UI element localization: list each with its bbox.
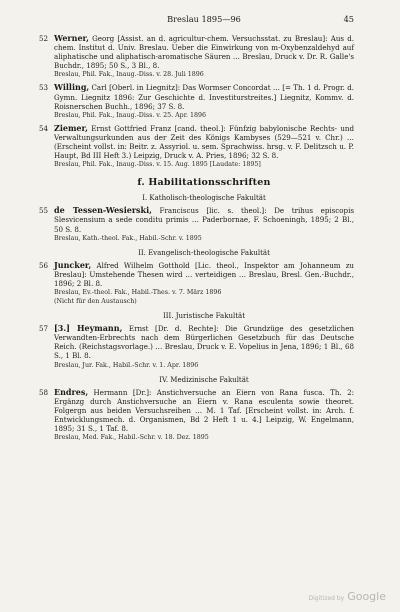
entry-text — [54, 261, 354, 288]
digitization-watermark — [309, 585, 387, 604]
bibliography-entry — [38, 386, 354, 443]
faculty-heading: III. Juristische Fakultät — [162, 312, 246, 321]
bibliography-entry — [38, 205, 354, 242]
entry-source: Breslau, Kath.-theol. Fak., Habil.-Schr. v. 1895 — [54, 234, 202, 242]
entry-author: Ziemer, — [54, 122, 88, 133]
google-logo: Google — [347, 590, 386, 603]
entry-text — [54, 324, 354, 360]
entry-text — [54, 124, 354, 160]
faculty-heading: IV. Medizinische Fakultät — [159, 375, 249, 384]
faculty-heading: I. Katholisch-theologische Fakultät — [142, 194, 266, 203]
bibliography-entry — [38, 259, 354, 306]
entry-source: Breslau, Med. Fak., Habil.-Schr. v. 18. Dez. 1895 — [54, 434, 209, 442]
entry-body: Franciscus [lic. s. theol.]: De trihus episcopis Slesvicensium a sede conditu primis … Paderbornae, F. Schoeningh, 1895; 2 Bl., 50 S. 8. — [54, 206, 354, 234]
entry-number: 57 — [38, 324, 48, 334]
bibliography-entry — [38, 323, 354, 369]
entry-author: Willing, — [54, 82, 90, 93]
entry-source: Breslau, Phil. Fak., Inaug.-Diss. v. 28. Juli 1896 — [54, 71, 204, 79]
entry-body: Carl [Oberl. in Liegnitz]: Das Wormser Concordat … [= Th. 1 d. Progr. d. Gymn. Liegnitz 1896: Zur Geschichte d. Investiturstreites.] Liegnitz, Kommv. d. Roisnerschen Buchh., 1896; 37 S. 8. — [54, 83, 354, 111]
bibliography-entry — [38, 122, 354, 169]
entry-source: Breslau, Jur. Fak., Habil.-Schr. v. 1. Apr. 1896 — [54, 361, 199, 369]
entry-body: Ernst [Dr. d. Rechte]: Die Grundzüge des gesetzlichen Verwandten-Erbrechts nach dem Bürgerlichen Gesetzbuch für das Deutsche Reich. (Reichstagsvorlage.) … Breslau, Druck v. E. Vopelius in Jena, 1896; 1 Bl., 68 S., 1 Bl. 8. — [54, 324, 354, 361]
running-title: Breslau 1895—96 — [167, 14, 241, 24]
entry-body: Alfred Wilhelm Gotthold [Lic. theol., Inspektor am Johanneum zu Breslau]: Umstehende Thesen wird … verteidigen … Breslau, Bresl. Gen.-Buchdr., 1896; 2 Bl. 8. — [54, 260, 354, 288]
entry-source: Breslau, Phil. Fak., Inaug.-Diss. v. 25. Apr. 1896 — [54, 111, 207, 119]
section-heading: f. Habilitationsschriften — [137, 177, 271, 189]
entry-note: (Nicht für den Austausch) — [54, 298, 137, 306]
entry-number: 55 — [38, 206, 48, 216]
entry-number: 53 — [38, 83, 48, 93]
page-content — [38, 33, 354, 446]
entry-body: Georg [Assist. an d. agricultur-chem. Versuchsstat. zu Breslau]: Aus d. chem. Institut d. Univ. Breslau. Ueber die Einwirkung von m-Oxybenzaldehyd auf aliphatische und aliphatisch-aromatische Säuren … Breslau, Druck v. Dr. R. Galle's Buchdr., 1895; 50 S., 3 Bl., 8. — [54, 34, 354, 71]
entry-number: 52 — [38, 34, 48, 43]
page-number: 45 — [343, 14, 354, 24]
watermark-caption: Digitized by — [308, 595, 345, 602]
entry-number: 56 — [38, 260, 48, 270]
entry-author: de Tessen-Wesierski, — [54, 205, 152, 216]
entry-text — [54, 388, 354, 433]
entry-body: Ernst Gottfried Franz [cand. theol.]: Fünfzig babylonische Rechts- und Verwaltungsurkunden aus der Zeit des Königs Kambyses (529—521 v. Chr.) … (Erscheint vollst. in: Beitr. z. Assyriol. u. sem. Sprachwiss. hrsg. v. F. Delitzsch u. P. Haupt, Bd III Heft 3.) Leipzig, Druck v. A. Pries, 1896; 32 S. 8. — [54, 123, 354, 161]
entry-author: Juncker, — [54, 259, 92, 270]
bibliography-entry — [38, 33, 354, 79]
faculty-heading: II. Evangelisch-theologische Fakultät — [138, 248, 270, 257]
entry-text — [54, 83, 354, 110]
entry-source: Breslau, Ev.-theol. Fak., Habil.-Thes. v. 7. März 1896 — [54, 288, 222, 296]
entry-author: Endres, — [54, 386, 89, 397]
entry-text — [54, 34, 354, 70]
bibliography-entry — [38, 82, 354, 119]
entry-source: Breslau, Phil. Fak., Inaug.-Diss. v. 15. Aug. 1895 [Laudate: 1895] — [54, 161, 261, 169]
entry-number: 54 — [38, 123, 48, 133]
entry-body: Hermann [Dr.]: Anstichversuche an Eiern von Rana fusca. Th. 2: Ergänzg durch Anstichversuche an Eiern v. Rana esculenta sowie theoret. Folgergn aus beiden Versuchsreihen … M. 1 Taf. [Erscheint vollst. in: Arch. f. Entwicklungsmech. d. Organismen, Bd 2 Heft 1 u. 4.] Leipzig, W. Engelmann, 1895; 31 S., 1 Taf. 8. — [54, 387, 354, 433]
entry-number: 58 — [38, 387, 48, 397]
entry-text — [54, 206, 354, 233]
running-head — [54, 14, 354, 26]
entry-author: Werner, — [54, 33, 89, 43]
entry-author: [3.] Heymann, — [54, 323, 123, 334]
